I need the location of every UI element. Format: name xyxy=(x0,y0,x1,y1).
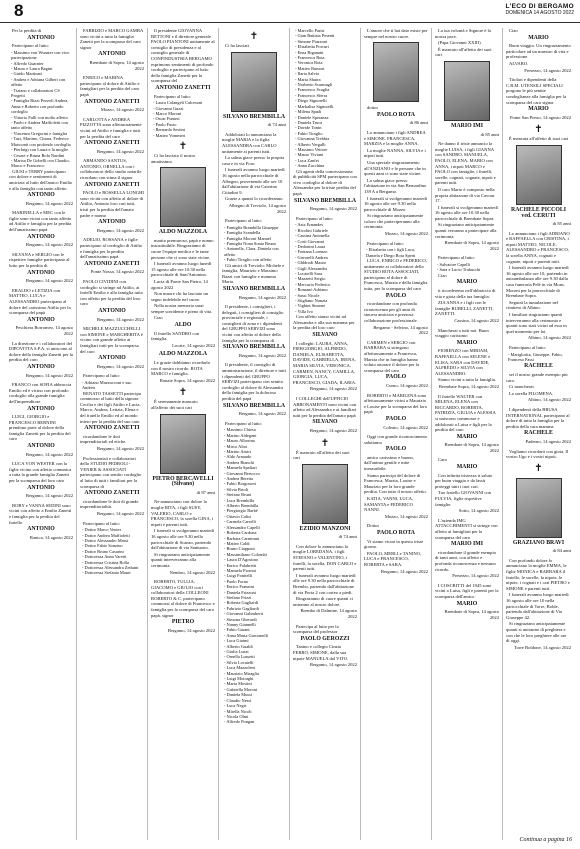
notice-text: Nella nostra memoria sarai sempre sorridente e pieno di vita. xyxy=(151,303,213,314)
notice-text: I funerali avranno luogo martedì 16 agosto alle ore 10, partendo in autoambulanza alle ore 9.30 dalla casa funeraria Pelè in via Mons. Moroni per la parrocchiale di Brembate Sopra. xyxy=(506,265,569,299)
cross-icon: ✝ xyxy=(534,462,543,474)
obituary-columns xyxy=(6,28,574,840)
place-date: Bergamo, 14 agosto 2022 xyxy=(309,206,357,212)
notice-text: Il fratello SANDRO con famiglia. xyxy=(151,330,200,342)
notice-text: ENRICO e MARINA partecipano al dolore di Attilio e famigliari per la perdita del caro papà xyxy=(80,75,140,97)
place-date: Albino, 14 agosto 2022 xyxy=(527,397,571,403)
notice-text: Lucia di Ponte San Pietro, 14 agosto 2022 xyxy=(151,278,208,290)
place-date: Brembate di Sopra, 14 agosto 2022 xyxy=(89,59,144,71)
notice-text: Ciao xyxy=(438,272,447,278)
notice-text: Ne annunciano con dolore la moglie RITA, i figli SUSY, VALERIO, CARLO e FRANCESCO, la sorella GINA, i nipoti e parenti tutti. xyxy=(151,499,214,527)
deceased-name: RACHELE xyxy=(524,363,553,370)
obituary-column xyxy=(432,28,503,840)
place-date: Presezzo, 14 agosto 2022 xyxy=(452,573,499,579)
notice-text: FIORENZO con MIRIAM, RAFFAELLA con SELENE e ELISA, SARA con DAVIDE, ALFREDO e SILVIA con ALESSANDRO. xyxy=(435,348,491,376)
deceased-name: PAOLO xyxy=(385,446,407,453)
notice-text: marito premuroso, papà e nonno insostituibile. Ringraziamo di cuore l'equipe medica e le tante persone che ci sono state vicine. xyxy=(151,237,214,260)
notice-text: Si ringraziano anticipatamente quanti verranno a partecipare alla cerimonia. xyxy=(435,222,497,239)
place-date: Presezzo, 14 agosto 2022 xyxy=(524,67,571,73)
deceased-name: ANTONIO ZANETTI xyxy=(155,84,211,91)
notice-text: ZIA ANNA e i figli con le famiglie RUBELLI, ZANETTI, ZANETTI. xyxy=(435,300,494,317)
place-date: Albino, 14 agosto 2022 xyxy=(527,335,571,341)
notice-text: Partecipano al lutto: xyxy=(509,344,546,350)
deceased-name: PAOLO ROTA xyxy=(377,111,415,118)
notice-text: Oggi con grande riconoscimento salutiamo xyxy=(364,434,428,445)
place-date: Bergamo, 14 agosto 2022 xyxy=(309,386,357,392)
notice-text: La tua volontà e Signore è la nostra pace. xyxy=(435,28,491,39)
notice-text: I funerali avranno luogo lunedì 15 agosto alle ore 10.30 nella parrocchiale di Sant'Antonino. xyxy=(151,261,212,278)
notice-text: PAOLO, MERLI e TANINO, LUCA e FRANCESCO, ROBERTA e SARA. xyxy=(364,550,422,567)
deceased-name: MARIO xyxy=(456,433,478,440)
notice-text: I COSCRITTI del 1945 sono vicini a Luisa, figli e parenti per la scomparsa dell'amico xyxy=(435,582,499,599)
place-date: Bergamo, 14 agosto 2022 xyxy=(96,446,144,452)
place-date: Bergamo, 14 agosto 2022 xyxy=(238,411,286,417)
deceased-name: SILVANO xyxy=(312,332,338,338)
notice-text: ADELIO, ROSSANA e figlie partecipano al cordoglio di Attilio e famiglia per la perdita dell'amatissimo papà xyxy=(80,237,143,260)
notice-text: Partecipano al lutto: xyxy=(154,93,191,99)
notice-text: L'amore che ti hai dato esiste per sempre nel nostro cuore. xyxy=(364,28,428,39)
place-date: di 85 anni xyxy=(480,131,499,137)
deceased-name: ALDO MAZZOLA xyxy=(158,351,208,358)
obituary-column xyxy=(148,28,219,840)
notice-text: Caro xyxy=(438,457,447,463)
place-date: Mozzo, 14 agosto 2022 xyxy=(384,231,428,237)
deceased-name: ANTONIO xyxy=(98,51,126,58)
deceased-name: PAOLO ROTA xyxy=(377,530,415,536)
notice-text: È serenamente mancato all'affetto dei suoi cari xyxy=(151,399,198,410)
deceased-name: SILVANO BREMBILLA xyxy=(222,402,286,409)
notice-text: La sorella FILOMENA. xyxy=(509,390,554,396)
place-date: Bergamo, 14 agosto 2022 xyxy=(380,568,428,574)
notice-text: Partecipano al lutto: xyxy=(296,215,333,221)
place-date: Coleato, 14 agosto 2022 xyxy=(383,424,428,430)
notice-text: ricordandone con profonda riconoscenza per gli anni di sincera amicizia e preziosa collaborazione professionale. xyxy=(364,301,418,323)
place-date: Bergamo, 14 agosto 2022 xyxy=(238,352,286,358)
deceased-name: MARIO xyxy=(456,464,478,471)
notice-text: Il caro Mario è composto nella propria abitazione di via Cavour 17. xyxy=(435,186,495,204)
notice-text: Partecipano al lutto: xyxy=(225,420,262,426)
mourners-list: - Marcello Parisi - Gian Battista Pesenti - Simone Piazzoni - Elisabetta Porcuri - Enza Riganatti - Francesca Rota - Veronica Rota - Matteo Rumori - Ilaria Salvia - Marta Sharra - Norberto Scarmagli - Francesco Scaglia - Francesco Sferra - Diego Signorelli - Markalisa Signorelli - Milena Spadi - Daniele Speranza - Daniela Tasca - Davide Tonin - Fabio Tiraglio - Giovanna Trebbia - Alberto Vergalli - Massimo Vettore - Mauro Viviani - Luca Zanfei - Anna Zucchina xyxy=(295,28,335,169)
notice-text: ricordandone le doti di grande imprenditorialità. xyxy=(80,498,139,510)
portrait-photo xyxy=(516,478,562,538)
place-date: Nembro, 14 agosto 2022 xyxy=(169,569,215,575)
deceased-name: SILVANO BREMBILLA xyxy=(222,113,286,120)
notice-text: GIUSI e TERRY partecipano con dolore e sentimenti di amicizia al lutto dell'amico Emilio e alla famiglia con tanto affetto. xyxy=(9,168,73,191)
place-date: di 74 anni xyxy=(338,534,357,540)
deceased-name: ANTONIO xyxy=(27,405,55,412)
notice-text: I familiari ringraziano quanti interverranno alla cerimonia e quanti sono stati vicini ad essa in quel momento per loi. xyxy=(506,312,567,334)
notice-text: LUIGI, GIORGIO e FRANCESCO BERNINI prendono parte al dolore della famiglia Zanetti per la perdita del caro xyxy=(9,414,71,442)
portrait-photo xyxy=(160,167,206,227)
notice-text: ROBERTO, TULLIA, GIACOMO e GIULIO con i collaboratori della COLLEONI ROBERTO & C. partecipano commossi al dolore di Francesco e famiglia per la scomparsa del caro papà, signor xyxy=(151,579,215,618)
place-date: Mozzo, 14 agosto 2022 xyxy=(100,107,144,113)
deceased-name: ALDO xyxy=(174,322,192,329)
notice-text: PAOLO e ROSSELLA LONGHI sono vicini con affetto al dolore di Attilio, Antonio loro cari tutti, tristi per la perdita dell'amato padre e nonno xyxy=(80,190,144,218)
notice-text: Tanino e collegio Cinzia FERRO, SIMONE, dalla sua nipote MANUELA dal VITO. xyxy=(293,644,349,661)
deceased-name: ANTONIO ZANETTI xyxy=(84,140,140,147)
cross-icon: ✝ xyxy=(320,437,330,449)
notice-text: I funerali avranno luogo martedì alle ore 9.30 nella parrocchiale di Brembo, partendo dall'abitazione di via Porta 2 con corteo a piedi. xyxy=(293,572,356,595)
notice-text: Con affetto siamo vicini ad Alessandra e alla sua mamma per la perdita del loro caro xyxy=(293,314,355,331)
notice-text: È mancato all'affetto dei suoi cari xyxy=(293,449,350,461)
notice-text: ricordandone le doti imprenditoriali ed etiche. xyxy=(80,433,127,445)
place-date: Sotto, 14 agosto 2022 xyxy=(458,508,499,514)
notice-text: KATIA, VANNI, LUCA, SAMANTA e FEDERICO NANNI. xyxy=(364,496,414,513)
deceased-name: MARIO xyxy=(528,34,549,41)
notice-text: Gli agenti della concessionaria di pubblicità SPM partecipano con vivo cordoglio al dolore di Alessandra per la triste perdita del papà xyxy=(293,168,357,196)
portrait-photo xyxy=(302,464,348,524)
deceased-name: ANTONIO xyxy=(27,269,55,276)
place-date: Bergamo, 14 agosto 2022 xyxy=(96,510,144,516)
notice-text: Il fratello WALTER con MILENA, ELENA con RICCARDO, ROBERTA, PATRIZIA, GIULIA e ALESSIA si uniscono commosse e addolorati a Luisa e figli per la perdita del caro xyxy=(435,393,496,433)
notice-text: ti ricorderemo nell'abbraccio di vita e gioia della tua famiglia. xyxy=(435,288,496,299)
deceased-name: ANTONIO xyxy=(27,363,55,370)
notice-text: ARMANDO SANTUS, ANTONIO, ORNELLA con i collaboratori dello studio notarile ricordano con stima il signor xyxy=(80,158,142,181)
deceased-name: MARIO IMI xyxy=(450,541,484,548)
place-date: Bergamo, 14 agosto 2022 xyxy=(309,427,357,433)
portrait-photo xyxy=(231,52,277,112)
place-date: Ponte Nossa, 14 agosto 2022 xyxy=(90,269,144,275)
page-number: 8 xyxy=(14,1,24,20)
deceased-name: ANTONIO xyxy=(27,316,55,323)
deceased-name: MARIO xyxy=(456,600,478,607)
notice-text: ALVARO. xyxy=(509,60,529,66)
notice-text: sei il nostro grande esempio più caro. xyxy=(506,371,568,383)
deceased-name: PAOLO xyxy=(385,292,407,299)
page-header xyxy=(0,0,580,23)
place-date: Brembate di Sopra, 14 agosto 2022 xyxy=(444,442,499,453)
notice-text: Ci mancherai. xyxy=(509,384,535,390)
obituary-column xyxy=(503,28,574,840)
publication-date: DOMENICA 14 AGOSTO 2022 xyxy=(505,10,574,16)
notice-text: Si ringraziano anticipatamente quanti interverranno alla cerimonia. xyxy=(151,551,211,568)
place-date: di 74 anni xyxy=(267,122,286,128)
notice-text: Partecipa al lutto per la scomparsa del professor xyxy=(293,623,339,635)
deceased-name: ANTONIO xyxy=(27,443,55,450)
place-date: Bergamo, 14 agosto 2022 xyxy=(238,294,286,300)
publication-title: L'ECO DI BERGAMO xyxy=(505,3,574,10)
place-date: Bergamo, 14 agosto 2022 xyxy=(25,242,73,248)
notice-text: Tuo fratello GIOVANNI con FULVIA, figlie rispettive famiglie. xyxy=(435,490,491,507)
deceased-name: MARIO xyxy=(528,106,549,113)
notice-text: ROBERTO e MARILENA sono affettuosamente vicini a Maurizio e Louise per la scomparsa del loro papà xyxy=(364,392,428,415)
cross-icon: ✝ xyxy=(178,140,188,152)
notice-text: Titolari e dipendenti della C.B.M. UTENSILI SPECIALI porgono le più sentite condoglianze alla famiglia per la scomparsa del caro signor xyxy=(506,77,567,105)
notice-text: Per la perdita di xyxy=(12,28,42,33)
notice-text: La moglie NANNA, SILVIA e i nipoti tutti. xyxy=(364,147,426,159)
deceased-name: SILVANO BREMBILLA xyxy=(222,344,286,351)
mourners-list: - Laura Colangeli Calcesoni - Giovanni Guzzi - Marco Moroni - Oscar Fumeri - Paolo Fusio - Bernardo Sestini - Matteo Vommeri xyxy=(153,100,203,138)
notice-text: Ci ha lasciato il nostro amatissimo xyxy=(151,152,196,164)
mourners-list: - Famiglia Brambilla Giuseppe - Famiglia Scandella - Famiglia Moroni Manuel - Famiglia Nona Sonta Bruno - Antonella, Clara, Daniela con affetto - Fabio Tiraglio con affetto xyxy=(224,224,279,263)
notice-text: Le grazie dobbiamo ricordarlo con il nostro ricordo. ROTA MARCO e famiglia. xyxy=(151,360,210,377)
deceased-name: ANTONIO xyxy=(27,526,55,533)
publication-masthead xyxy=(505,3,574,16)
notice-text: Il presidente, il consiglio di amministrazione, il direttore e tutti i dipendenti del GRUPPO SERVIZI partecipano con sentito cordoglio al dolore di Alessandra della famiglia per la dolorosa perdita del papà xyxy=(222,362,286,401)
notice-text: Non muore chi ha lasciato un segno indelebile nel cuore. xyxy=(151,291,208,302)
notice-text: I COLLEGHI dell'UFFICIO ABBONAMENTI sono vicini con affetto ad Alessandra e ai familiari tutti per la perdita dell'amato papà xyxy=(293,395,357,418)
place-date: Brembate di Sopra, 14 agosto 2022 xyxy=(444,240,499,251)
notice-text: Ciao xyxy=(509,28,518,33)
place-date: Bergamo, 14 agosto 2022 xyxy=(25,372,73,378)
deceased-name: ALDO MAZZOLA xyxy=(158,229,208,236)
deceased-name: SILVANO BREMBILLA xyxy=(222,285,286,292)
notice-text: LUCA VON WESTER con la figlie vicino con affetto comunica a tutta la grande famiglia Zanetti per la scomparsa del loro caro xyxy=(9,461,72,484)
notice-text: SILVANA e SERGIO con le rispettive famiglie partecipano al lutto per la perdita di xyxy=(9,251,70,269)
deceased-name: ANTONIO ZANETTI xyxy=(84,98,140,105)
deceased-name: ANTONIO xyxy=(27,34,55,41)
notice-text: MARINELLA e MEC con le figlie sono vicini con tanto affetto ad Attilio e famiglia per la perdita dell'amatissimo papà xyxy=(9,210,72,233)
deceased-name: ANTONIO xyxy=(98,307,126,314)
obituary-column xyxy=(219,28,290,840)
place-date: di 86 anni xyxy=(409,120,428,126)
deceased-name: SILVANO BREMBILLA xyxy=(293,197,357,204)
mourners-list: - Salvatore Capelli - Sara e Lucio Trabucchi xyxy=(437,262,481,273)
notice-text: L'azienda IMG ATTACCHIMENTI si stringe con affetto ai famigliari per la scomparsa del caro xyxy=(435,517,498,540)
notice-text: Partecipano al lutto: xyxy=(83,520,120,526)
mourners-list: - Dottor Marco Venier - Dottor Andrea Maffioletti - Dottor Alessandro Massi - Dottor Fabio Sonzino - Dottor Bruno Casarini - Dottoressa Anna Varetti - Dottoressa Cristina Rolla - Dottoressa Alessandra Zeduini - Dottoressa Stefania Mauri xyxy=(82,527,139,576)
notice-text: Vi siamo vicini in questo triste giorno. xyxy=(364,538,424,550)
notice-text: I funerali avranno luogo martedì 16 agosto alle ore 10 nella parrocchiale di Torre, Bolde, partendo dall'abitazione di Via Giuseppe 42. xyxy=(506,592,569,620)
notice-text: Siamo partecipi del dolore di Francesca, Marzia, Louise e Maurizio per la loro grande perdita. Con tutto il nostro affetto. xyxy=(364,472,427,495)
notice-text: La direzione e i collaboratori del DIPOVITTA S.P.A. si uniscono al dolore della famiglia Zanetti per la perdita del caro xyxy=(9,340,73,363)
obituary-column xyxy=(6,28,77,840)
deceased-name: PIETRO BERCAVELLI (Silvano) xyxy=(152,475,214,488)
notice-text: I funerali si svolgeranno martedì 16 agosto alle ore 9.30 nella parrocchiale di Scanzo, partendo dall'abitazione di via Santuario. xyxy=(151,528,214,551)
notice-text: Mancherai a tutti noi. Buon viaggio carissimo xyxy=(435,327,489,339)
place-date: Brembate Sopra, 14 agosto 2022 xyxy=(438,383,499,389)
place-date: Bergamo, 14 agosto 2022 xyxy=(25,200,73,206)
notice-text: Si ringraziano anticipatamente quanti si uniranno di preghiera e con che le loro preghiere alle ore di oggi. xyxy=(506,621,567,644)
place-date: Curno, 14 agosto 2022 xyxy=(386,382,428,388)
notice-text: Ci ha lasciati xyxy=(225,43,249,48)
portrait-photo xyxy=(444,61,490,121)
cross-icon: ✝ xyxy=(249,31,259,42)
obituary-column xyxy=(290,28,361,840)
notice-text: Addolorati lo annunciano la moglie MARIA e la figlia ALESSANDRA con CARLO unitamente ai parenti tutti. xyxy=(222,131,277,154)
notice-text: FABRIZIO e MARCO GAMBA sono vicini a tutta la famiglia Zanetti per la scomparsa del caro signor xyxy=(80,28,144,50)
place-date: Ranica, 14 agosto 2022 xyxy=(29,534,73,540)
notice-text: Ringraziamo di cuore quanti ci uniranno al nostro dolore. xyxy=(293,596,353,607)
place-date: Cassina, 14 agosto 2022 xyxy=(454,318,499,323)
notice-text: PAOLO CIVIDINI con cordoglio si stringe ad Attilio, ai fratelli Emilio e alla famiglia tutta con affetto per la perdita del loro caro xyxy=(80,278,143,307)
place-date: Bergamo - Selvino, 14 agosto 2022 xyxy=(373,324,428,336)
notice-text: Ciao xyxy=(154,315,163,321)
notice-text: Una speciale ringraziamento all'ANZIANO e le persone che in questi anni ci sono state vicine. xyxy=(364,159,426,177)
mourners-list: - Adriano Mazzucconi e suo Andrea xyxy=(82,379,132,391)
notice-text: Con profondo dolore lo annunciano la moglie EMMA, le figlie MONICA e BARBARA il fratello, le sorelle, la nipote, le nipote, i cognati e i cari PIETRO e SIMONE e parenti tutti. xyxy=(506,557,570,591)
notice-text: Partecipano al lutto: xyxy=(225,218,262,224)
notice-text: Partecipano al lutto: xyxy=(438,255,475,261)
deceased-name: MARIO xyxy=(456,339,478,346)
notice-text: È mancato all'affetto dei suoi cari xyxy=(435,46,492,58)
notice-text: Lo annunciano i figli ADRIANO e RAFFAELLA con CRISTINA, i nipoti MATTEO, NICOLE, ALESSANDRO e FRANCESCO, la sorella ANNA, cognati e cognate, nipoti e parenti tutti. xyxy=(506,230,570,264)
deceased-name: MARIO xyxy=(456,279,478,286)
deceased-name: PAOLO xyxy=(385,374,407,381)
notice-text: Dottor xyxy=(367,523,379,529)
notice-text: Lo annunciano i figli ANDREA e SIMONE, FRANCESCA, MARZIA e la moglie ANNA. xyxy=(364,129,426,147)
place-date: Brembo di Dalmine, 14 agosto 2022 xyxy=(300,608,357,619)
place-date: Bergamo, 14 agosto 2022 xyxy=(96,316,144,322)
place-date: di 87 anni xyxy=(196,489,215,495)
mourners-list: - Mariglorita, Giuseppe, Fabio, Franceso Fassi xyxy=(508,351,563,362)
notice-text: Gli amici di Treviolo: Michele e famiglia, Maurizio e Massimo Bazzi con famiglie e mamma Maria. xyxy=(222,262,285,285)
portrait-photo xyxy=(160,414,206,474)
place-date: di 84 anni xyxy=(552,548,571,554)
place-date: Bergamo, 14 agosto 2022 xyxy=(25,451,73,457)
deceased-name: ANTONIO xyxy=(27,192,55,199)
notice-text: I funerali si svolgeranno martedì 16 agosto alle ore 9.30 nella parrocchiale di Mozzo. xyxy=(364,195,427,212)
deceased-name: RACHELE xyxy=(524,430,553,437)
notice-text: Partecipano al lutto: xyxy=(367,240,404,246)
portrait-photo xyxy=(516,145,562,205)
deceased-name: GRAZIANO BRAVI xyxy=(512,539,565,546)
deceased-name: ANTONIO ZANETTI xyxy=(84,260,140,267)
notice-text: I dipendenti della BRUSA INTERNATIONAL partecipano al dolore di tutta la famiglia per la perdita della cara mamma xyxy=(506,406,570,429)
notice-text: RENATO TASSETTI partecipa commosso al lutto della signora Cecilia e dei figli Attilio e Lucia, Marco, Andrea, Letizia, Elena e del fratello Emilio ed al mondo intero per la perdita del suo caro xyxy=(80,390,141,424)
deceased-name: PAOLO GEROZZI xyxy=(300,635,350,642)
notice-text: La salma giace presso l'abitazione in via San Bernardino 139 A a Bergamo. xyxy=(364,177,427,194)
notice-text: LUCA, ENRICO e FEDERICO, unitamente ai collaboratori dello STUDIO ROTA ASSOCIATI, partecipano al dolore di Francesca, Marzia e della famiglia tutta, per la scomparsa del caro xyxy=(364,258,428,292)
notice-text: I funerali avranno luogo martedì 16 agosto nella parrocchiale di Albegno, provenendo alle ore 10 dall'abitazione di via Caterina Cittadini 9. xyxy=(222,167,285,195)
notice-text: È mancata all'affetto di suoi cari xyxy=(509,136,569,142)
notice-text: BOBY e VANNA SEDINI sono vicini con affetto a Emilio Zanetti e famiglia per la perdita del fratello xyxy=(9,502,72,525)
notice-text: ricordandone il grande esempio di tanti anni, con affetto e profonda riconoscenza e nessuno ricordo. xyxy=(435,549,497,572)
deceased-name: ANTONIO xyxy=(27,233,55,240)
place-date: Mozzo, 14 agosto 2022 xyxy=(384,513,428,519)
deceased-name: PIETRO xyxy=(171,619,195,626)
notice-text: Buon viaggio. Un ringraziamento particolare ad un maestro di vita e professione. xyxy=(506,43,571,60)
notice-text: amico carissimo e buono, dall'animo gentile e mite inesauribile. xyxy=(364,454,414,472)
notice-text: Il presidente GIOVANNA BETTONI e il direttore generale PAOLO PIANTONI unitamente al consiglio di presidenza e al consiglio generale di CONFINDUSTRIA BERGAMO esprimono sentimenti di profondo cordoglio e partecipano al lutto della famiglia Zanetti per la scomparsa del xyxy=(151,28,215,84)
deceased-name: ANTONIO ZANETTI xyxy=(84,490,140,497)
notice-text: Con infinita tristezza ti saluto per buon viaggio e da lassù proteggi tutti i tuoi cari. xyxy=(435,472,493,489)
place-date: Bergamo, 14 agosto 2022 xyxy=(167,627,215,633)
deceased-name: ANTONIO ZANETTI xyxy=(84,181,140,188)
notice-text: Il presidente, i consiglieri, i delegati, i consiglieri di consiglio provinciale e regionale, i consiglieri di zona e i dipendenti del GRUPPO SERVIZI sono vicini con affetto al dolore della famiglia per la scomparsa di xyxy=(222,304,284,343)
mourners-list: - Aziz Ernandes - Bicolini Gabriele - Cassina Antonella - Corti Giovanni - Dedonini Laura - Fontana Lorenzo - Gavarelli Andrea - Gbldrodi Mauro - Gigli Alessandra - Locatelli Sara - Mazzetti Sergio - Mercurio Federico - Romanò Adriano - Sassi Nicole - Stigliano Nunzia - Vighini Simone - Villa Ivo xyxy=(295,222,331,314)
place-date: Bergamo, 14 agosto 2022 xyxy=(96,363,144,369)
notice-text: CARMEN e SERGIO con BARBARA si stringono affettuosamente a Francesca, Marzia che in famiglia hanno voluto onorare il dolore per la scomparsa del caro xyxy=(364,339,419,373)
notice-text: CARLOTTA e ANDREA PIZZOTTA sono affettuosamente vicini ad Attilio e famiglia e tutti per la perdita del caro xyxy=(80,116,142,139)
place-date: Bergamo, 14 agosto 2022 xyxy=(25,493,73,499)
place-date: Brembate di Sopra, 14 agosto 2022 xyxy=(444,609,499,620)
deceased-name: RACHELE PICCOLI ved. CERUTI xyxy=(511,206,566,219)
portrait-photo xyxy=(373,42,419,102)
obituary-column xyxy=(361,28,432,840)
place-date: Bergamo, 14 agosto 2022 xyxy=(96,148,144,154)
deceased-name: EZIDIO MANZONI xyxy=(299,525,351,532)
deceased-name: ANTONIO xyxy=(98,355,126,362)
notice-text: Si ringraziano anticipatamente coloro che parteciperanno alla cerimonia. xyxy=(364,213,424,230)
notice-text: Partecipano al lutto: xyxy=(83,373,120,379)
place-date: Bonate Sopra, 14 agosto 2022 xyxy=(159,377,215,383)
notice-text: Con dolore lo annunciano la moglie LOREDANA, i figli STEFANO e VALENTINO, i fratelli, la sorella, DON CARLO e parenti tutti. xyxy=(293,543,357,572)
mourners-list: - Massimo von Wunster con vivo partecipazione - Alfredo Guarnier - Mauro e Laura Bagini - Guido Martinati - Andrea e Adriana Gilbert con affetto - Tiziano e collaboratori CS Progetti - Famiglia Rizzi Pezzoli Andrea, Anna e Roberto con profondo cordoglio - Vittorio Fulli con molto affetto - Paolo e Andrea Maffioletti con tanto affetto - Vincenzo Gregorini e famiglia - Tazi, Martino, Chiara, Federico Mariconti con profondo cordoglio - Pierluigi con Laura e la moglie - Cesare e Bruna Bola Nardini - Marisa De Gobelli con Claudio, Marco e Francesco xyxy=(11,49,71,169)
continued-note: Continua a pagina 16 xyxy=(519,837,572,843)
notice-text: I colleghi: LAURA, ANNA, PIERGIORGIO, ALFREDO, DANIELA, ELISABETTA, DAVIDE, GABRIELLA, IRENA, MARIA SILVIA, VERONICA, CARMEN, NANCY, CAMILLA, GIORGIA, LUCA, FRANCESCO, GIADA, ILARIA. xyxy=(293,340,357,385)
place-date: Peschiera Borromeo, 14 agosto 2022 xyxy=(15,325,73,336)
deceased-name: ANTONIO xyxy=(27,484,55,491)
notice-text: La salma giace presso la propria casa e in via Foro. xyxy=(222,155,285,166)
cross-icon: ✝ xyxy=(178,387,188,399)
notice-text: Vogliamo ricordarti con gioia. Il vostro Ugo e i vostri nipoti. xyxy=(506,448,569,460)
notice-text: dottor xyxy=(367,105,378,111)
place-date: Torre Boldone, 14 agosto 2022 xyxy=(514,644,571,650)
notice-text: MICHELE MAZZUCCHELLI con SIMONE e MARGHERITA è vicino con grande affetto ai famigliari tutti per la scomparsa del caro xyxy=(80,326,143,354)
place-date: Locate, 14 agosto 2022 xyxy=(172,342,215,348)
mourners-list: - Elisabetta con i figli Luca, Daniela e Diego Rota Sperti xyxy=(366,247,416,258)
place-date: Paderno, 14 agosto 2022 xyxy=(525,438,571,444)
cross-icon: ✝ xyxy=(534,124,543,136)
deceased-name: SILVANO xyxy=(312,419,338,426)
notice-text: Grazie a quanti lo ricorderanno. xyxy=(225,196,284,202)
place-date: Bergamo, 14 agosto 2022 xyxy=(25,278,73,284)
notice-text: Ne danno il triste annuncio la moglie LUISA, i figli GIANNA con SANDRO, MANUELA, PAOLO, ELENA, MARIO con ANNA, i nipoti MARCO e PAOLO con famiglie, i fratelli, sorelle, cognati, cognate, nipoti e parenti tutti. xyxy=(435,141,496,186)
place-date: Albegno di Treviolo, 14 agosto 2022 xyxy=(228,202,286,214)
deceased-name: MARIO IMI xyxy=(450,122,484,129)
place-date: Bergamo, 14 agosto 2022 xyxy=(96,227,144,233)
notice-text: I funerali si svolgeranno martedì 16 agosto alle ore 10.30 nella parrocchiale di Brembate Sopra. xyxy=(435,204,498,221)
deceased-name: ANTONIO ZANETTI xyxy=(84,425,140,432)
place-date: Bergamo, 14 agosto 2022 xyxy=(309,662,357,668)
notice-text: Siamo vicini a tutta la famiglia. xyxy=(438,377,496,383)
notice-text: Professionisti e collaboratori dello STUDIO PEDROLI - VENIER & ASSOCIATI partecipano con sentito cordoglio al lutto di tutti i familiari per la scomparsa di xyxy=(80,455,142,489)
notice-text: ERALDO e LETIZIA con MATTEO, LUCA e ALESSANDRO partecipano al dolore del carissimo Attilio per la scomparsa del papà xyxy=(9,287,71,316)
deceased-name: ANTONIO xyxy=(98,219,126,226)
obituary-column xyxy=(77,28,148,840)
notice-text: Partecipano al lutto: xyxy=(12,43,49,49)
place-date: Ponte San Pietro, 14 agosto 2022 xyxy=(510,114,571,120)
notice-text: FRANCO con SOFIA abbraccia Emilio ed è vicino con profondo cordoglio alla grande famiglia dell'imprenditore xyxy=(9,382,72,404)
mourners-list: - Massimo Chiesa - Marino Aldegani - Mauro Alborino - Mirco Aliot - Marino Amici - Aldo Arnaudo - Andrea Bianchi - Manuela Spaliari - Giovanni Bertocco - Andrea Beretta - Fabio Borgonovi - Silvia Brioli - Stefano Bruni - Luca Brembilla - Alberto Brembilla - Piergiorgio Barbè - Ottavio Calisi - Carmela Carrelli - Alessandro Capelli - Roberta Cardona - Barbara Carminati - Matteo Caldi - Bruno Ciapponi - Massimiliano Colombi - Laura D'Agostino - Enrico Falabretti - Manuela Fioroni - Luigi Fonitelli - Paolo Forno - Enrico Franzini - Daniela Frizzoni - Stefano Frizzi - Roberta Gagliardi - Fabrizio Gagliardi - Giovanni Galimberti - Simona Gherardi - Nanny Giannelli - Fabio Garani - Anna Maria Giacomelli - Luca Giaimi - Alberto Gualdi - Giulia Luzzi - Ornella Lussetti - Silvia Locatelli - Luca Mazzoleni - Maurizio Miraglia - Luigi Moiraghi - Maria Mostini - Gabriella Moroni - Daniela Mussi - Claudio Nessi - Luca Negri - Mirella Nicoli - Nicola Olmi - Alfredo Pongan xyxy=(224,427,269,725)
notice-text: Seguirà la tumulazione nel cimitero di Albino. xyxy=(506,299,559,311)
deceased-name: PAOLO xyxy=(385,415,407,422)
notice-text: (Papa Giovanni XXIII) xyxy=(438,40,481,46)
place-date: di 85 anni xyxy=(552,221,571,227)
